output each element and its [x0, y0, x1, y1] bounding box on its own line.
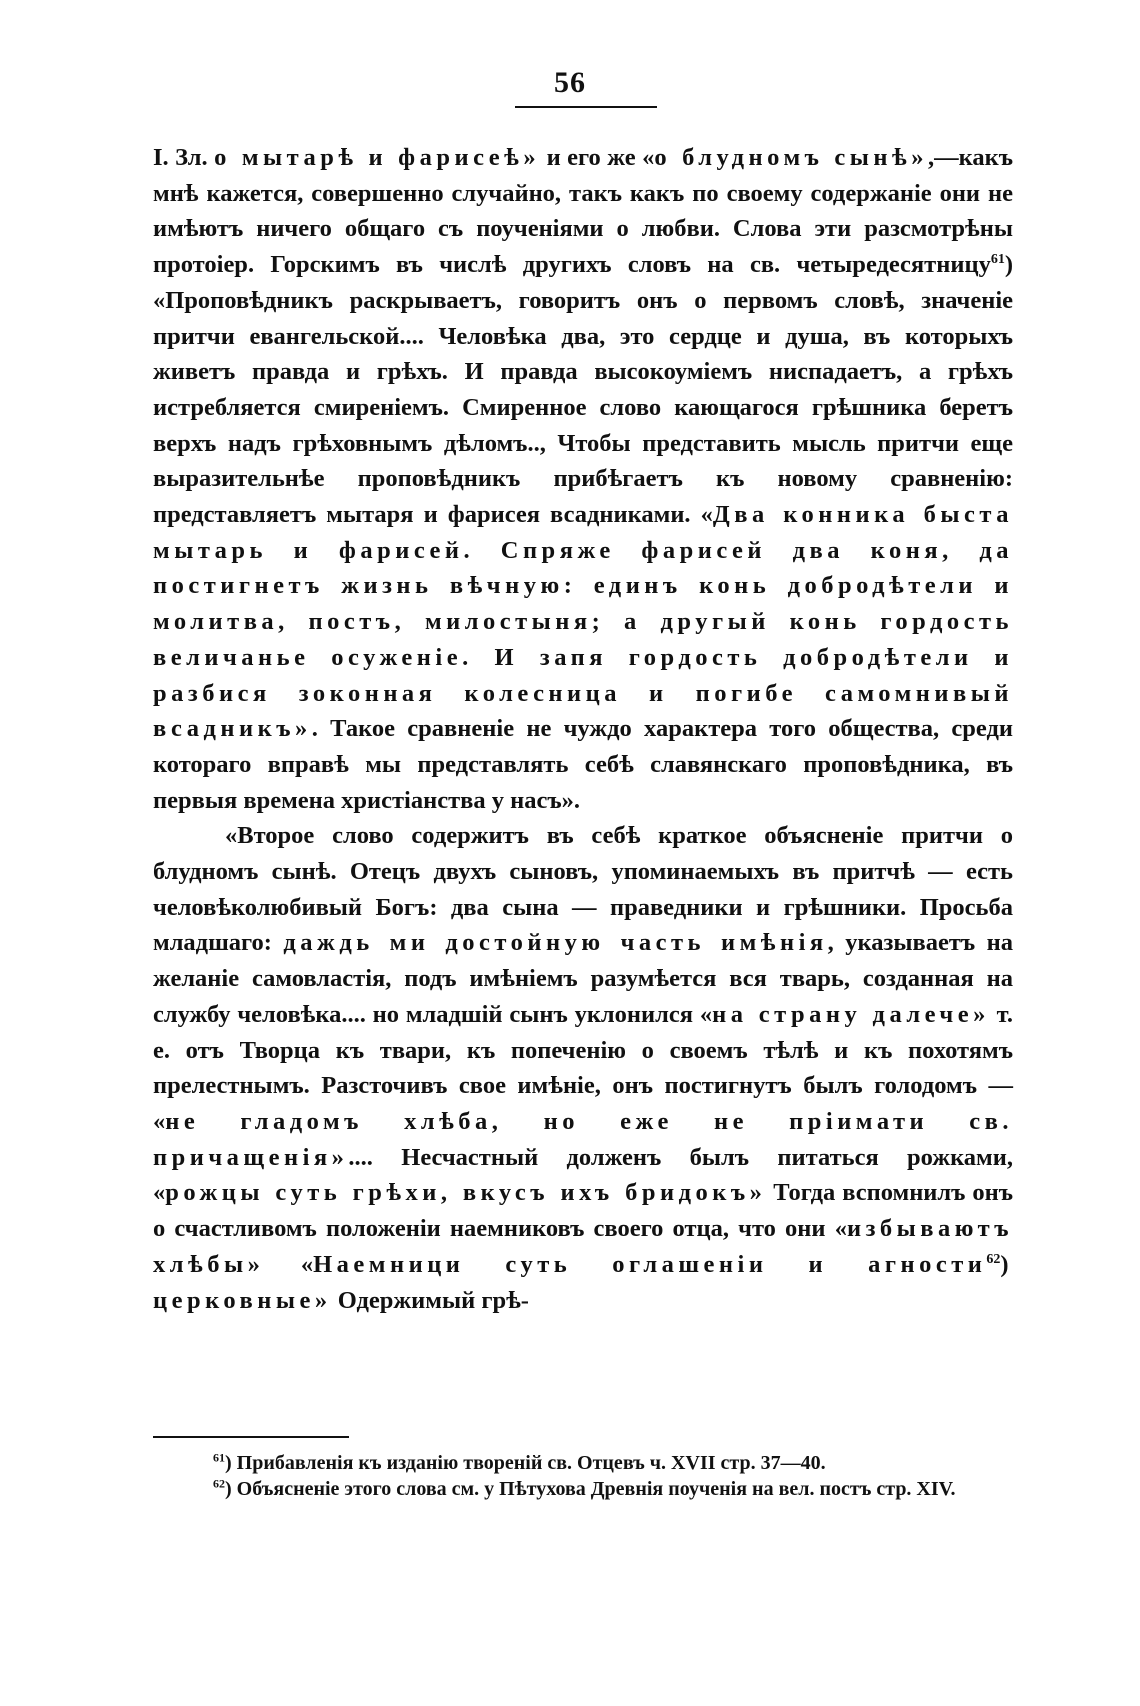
spaced-text-run: ) церковные»: [153, 1250, 1014, 1314]
footnote-mark: 62: [213, 1476, 225, 1491]
page-number: 56: [554, 66, 586, 99]
spaced-text-run: о мытарѣ и фарисеѣ»: [214, 144, 541, 171]
text-run: .... Несчастный долженъ былъ питаться рожками, «: [153, 1143, 1013, 1207]
header-divider: [515, 106, 657, 108]
text-run: Тогда вспомнилъ онъ о счастливомъ положеніи наемниковъ своего отца, что они «: [153, 1179, 1013, 1243]
footnotes: [153, 1450, 1013, 1502]
spaced-text-run: Наемници суть оглашеніи и агности: [313, 1250, 987, 1278]
footnote-ref-61: 61: [990, 251, 1005, 267]
spaced-text-run: даждь ми достойную часть имѣнія: [283, 929, 828, 957]
paragraph-2: [153, 818, 1013, 1318]
footnote-mark: 61: [213, 1450, 225, 1465]
text-run: , указываетъ на желаніе самовластія, подъ имѣніемъ разумѣется вся тварь, созданная на службу человѣка.... но младшій сынъ уклонился «: [153, 929, 1013, 1028]
text-run: . Такое сравненіе не чуждо характера того общества, среди котораго вправѣ мы представлять себѣ славянскаго проповѣдника, въ первыя времена христіанства у насъ».: [153, 715, 1013, 814]
footnote-62: [153, 1476, 1013, 1502]
text-run: и его же «: [540, 144, 655, 171]
footnote-text: ) Объясненіе этого слова см. у Пѣтухова Древнія поученія на вел. постъ стр. XIV.: [225, 1478, 956, 1500]
text-run: I. Зл.: [153, 144, 215, 171]
text-run: т. е. отъ Творца къ твари, къ попеченію о своемъ тѣлѣ и къ похотямъ прелестнымъ. Разсточивъ свое имѣніе, онъ постигнутъ былъ голодомъ — «: [153, 1000, 1013, 1135]
spaced-text-run: о блудномъ сынѣ»: [654, 144, 928, 171]
paragraph-1: [153, 140, 1013, 818]
footnote-divider: [153, 1436, 349, 1438]
text-run: «: [264, 1250, 314, 1278]
spaced-text-run: не гладомъ хлѣба, но еже не пріимати св. причащенія»: [153, 1107, 1013, 1171]
text-run: «Второе слово содержитъ въ себѣ краткое объясненіе притчи о блудномъ сынѣ. Отецъ двухъ сыновъ, упоминаемыхъ въ притчѣ — есть человѣколюбивый Богъ: два сына — праведники и грѣшники. Просьба младшаго:: [153, 822, 1013, 957]
main-text: [153, 140, 1013, 1318]
spaced-text-run: на страну далече»: [712, 1000, 990, 1028]
text-run: Одержимый грѣ-: [331, 1286, 529, 1314]
text-run: ) «Проповѣдникъ раскрываетъ, говоритъ онъ о первомъ словѣ, значеніе притчи евангельской.... Человѣка два, это сердце и душа, въ которыхъ живетъ правда и грѣхъ. И правда высокоуміемъ ниспадаетъ, а грѣхъ истребляется смиреніемъ. Смиренное слово кающагося грѣшника беретъ верхъ надъ грѣховнымъ дѣломъ.., Чтобы представить мысль притчи еще выразительнѣе проповѣдникъ прибѣгаетъ къ новому сравненію: представляетъ мытаря и фарисея всадниками. «: [153, 251, 1013, 529]
footnote-61: [153, 1450, 1013, 1476]
text-run: ,—какъ мнѣ кажется, совершенно случайно, такъ какъ по своему содержаніе они не имѣютъ ничего общаго съ поученіями о любви. Слова эти разсмотрѣны протоіер. Горскимъ въ числѣ другихъ словъ на св. четыредесятницу: [153, 144, 1014, 279]
spaced-text-run: рожцы суть грѣхи, вкусъ ихъ бридокъ»: [165, 1179, 767, 1207]
spaced-text-run: избываютъ хлѣбы»: [153, 1215, 1013, 1278]
spaced-text-run: Два конника быста мытарь и фарисей. Спряже фарисей два коня, да постигнетъ жизнь вѣчную: единъ конь добродѣтели и молитва, постъ, милостыня; а другый конь гордость величанье осуженіе. И запя гордость добродѣтели и разбися зоконная колесница и погибе самомнивый всадникъ»: [153, 501, 1014, 743]
footnote-ref-62: 62: [986, 1251, 1001, 1267]
footnote-text: ) Прибавленія къ изданію твореній св. Отцевъ ч. XVII стр. 37—40.: [225, 1452, 826, 1474]
